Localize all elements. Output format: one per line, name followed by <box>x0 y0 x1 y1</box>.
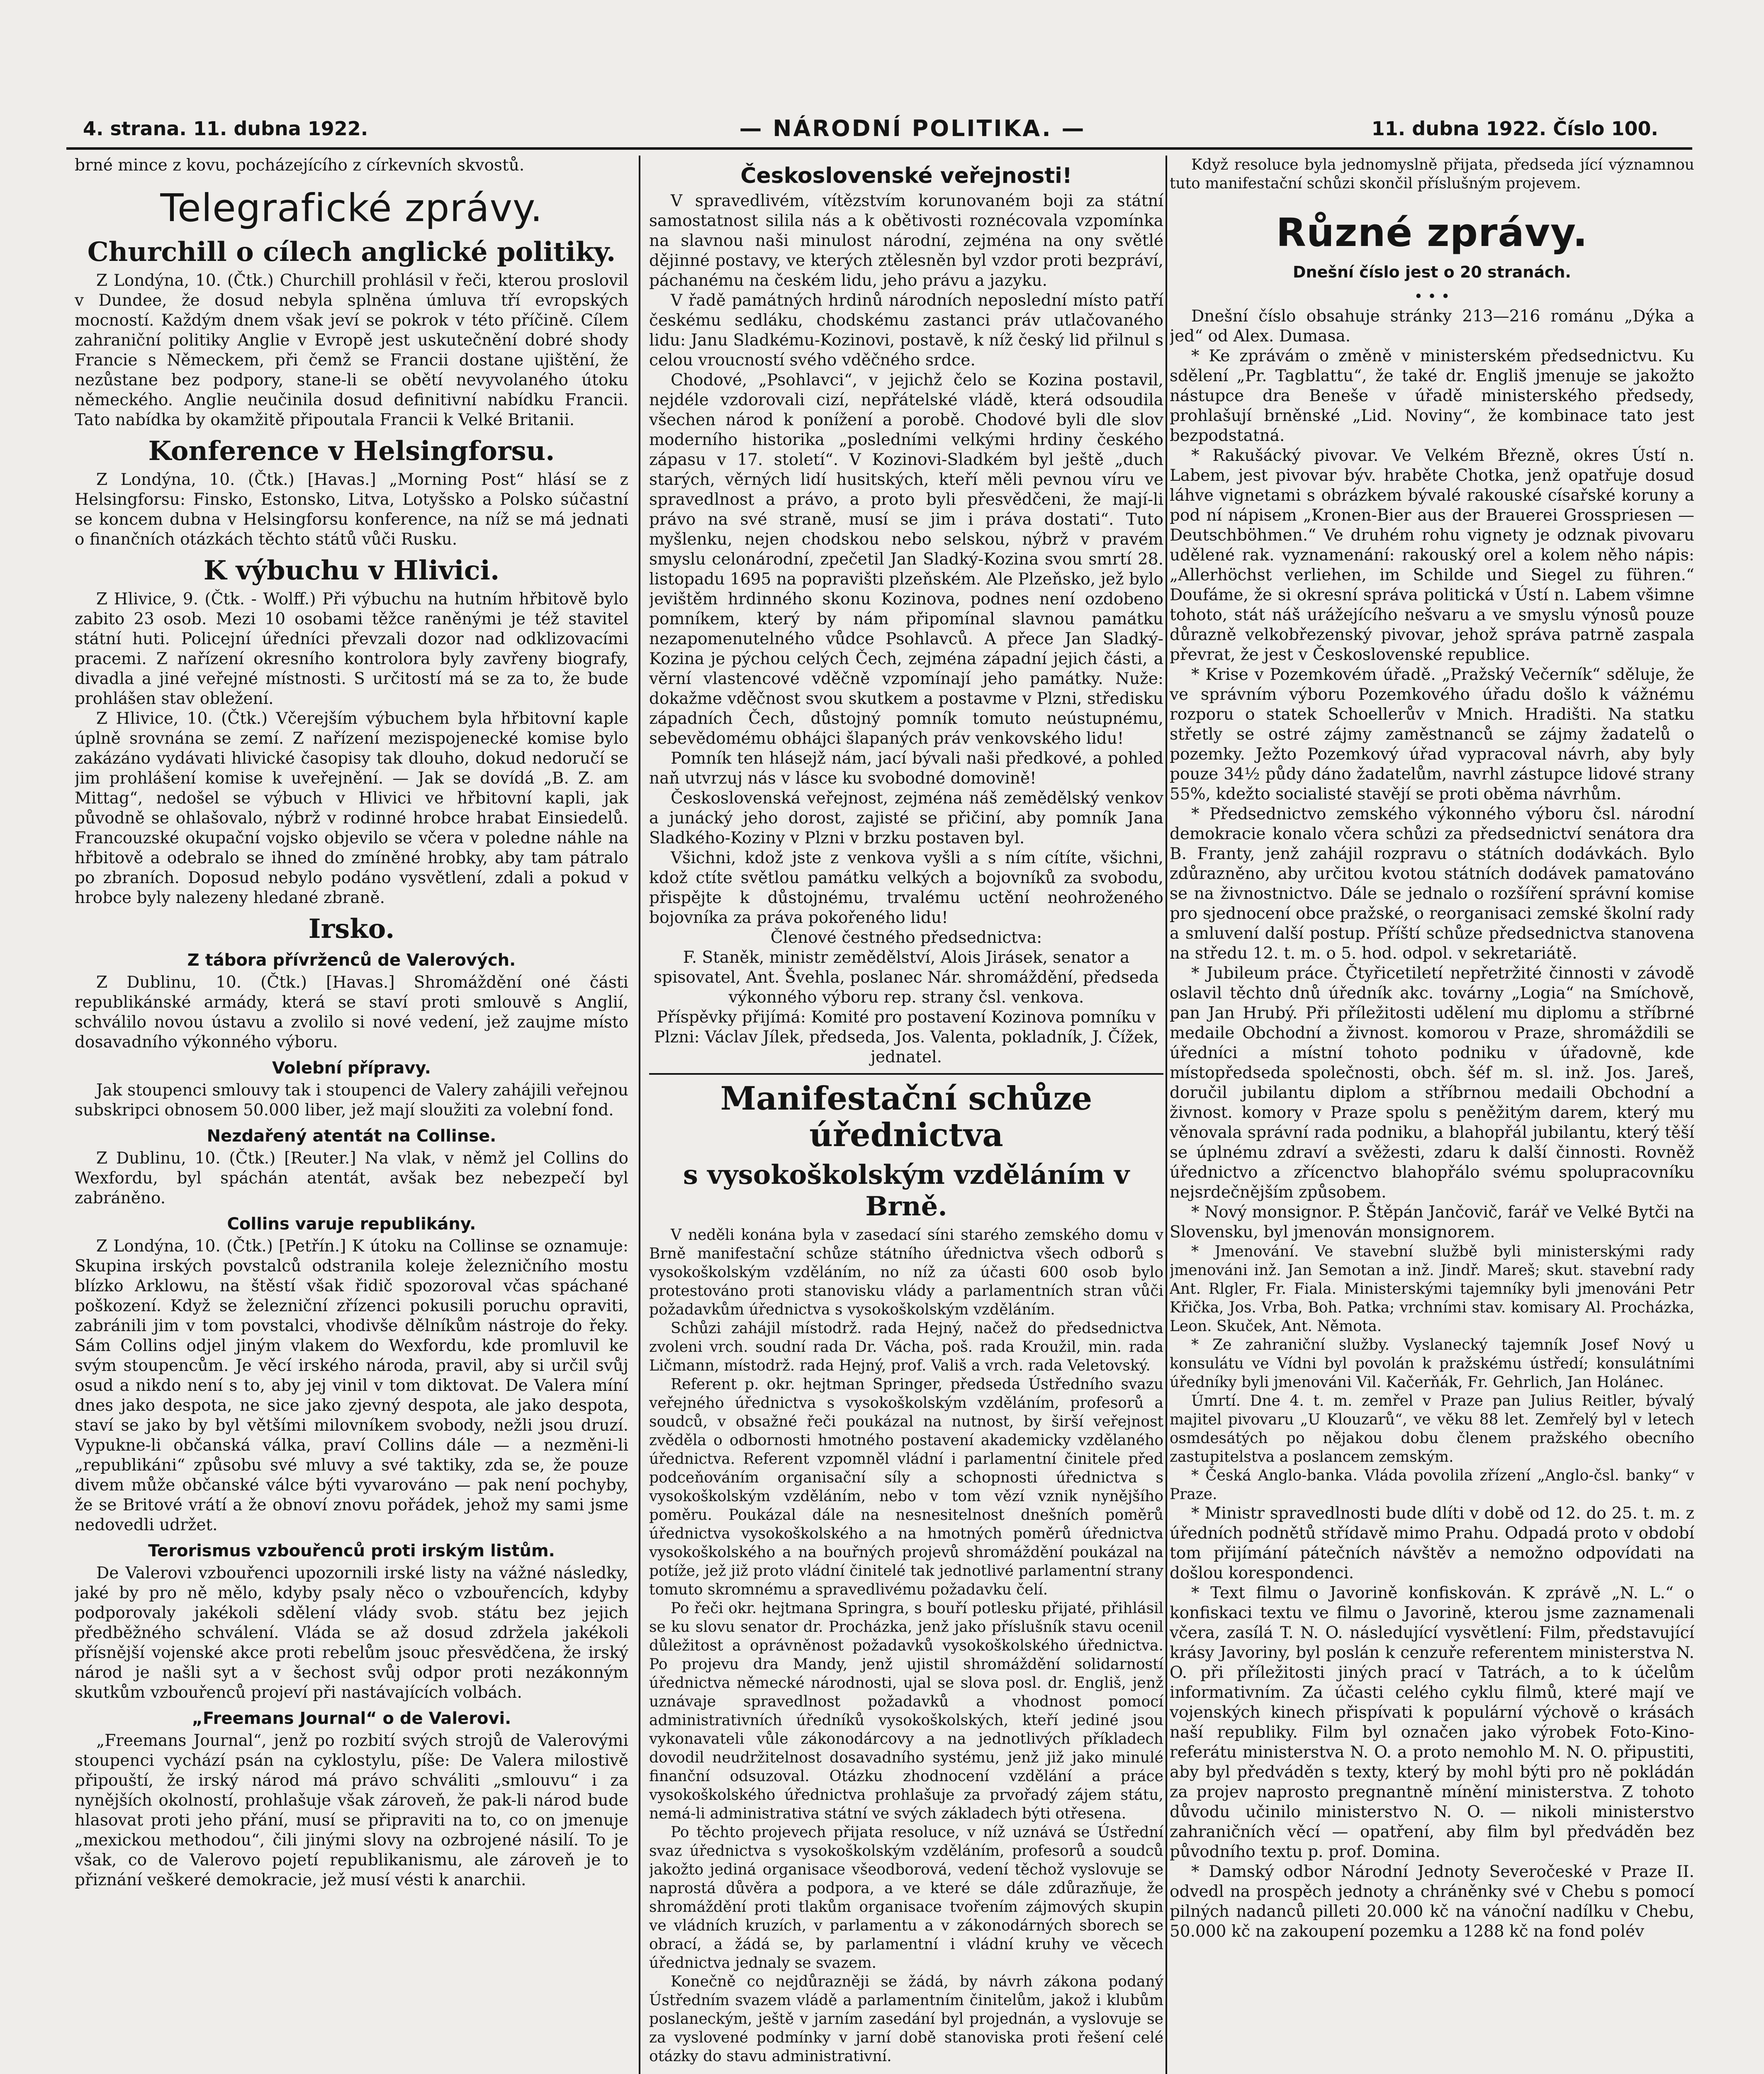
article-subtitle-manifestacni: s vysokoškolským vzděláním v Brně. <box>683 1159 1130 1222</box>
appeal-body: Všichni, kdož jste z venkova vyšli a s ním cítíte, všichni, kdož ctíte světlou památku velkých a bojovníků za svobodu, přispějte k důstojnému, trvalému uctění neohroženého bojovníka za práva pokořeného lidu! <box>649 849 1163 927</box>
subheading: „Freemans Journal“ o de Valerovi. <box>192 1709 511 1728</box>
column-divider-2 <box>1165 156 1167 2074</box>
committee-members: F. Staněk, ministr zemědělství, Alois Jirásek, senator a spisovatel, Ant. Švehla, poslanec Nár. shromáždění, předseda výkonného výboru rep. strany čsl. venkova. <box>653 948 1159 1007</box>
news-item: * Krise v Pozemkovém úřadě. „Pražský Večerník“ sděluje, že ve správním výboru Pozemkového úřadu došlo k vážnému rozporu o statek Schoellerův v Mnich. Hradišti. Na statku střetly se ostré zájmy zaměstnanců se zájmy žadatelů o pozemky. Ježto Pozemkový úřad vypracoval návrh, aby byly pouze 34½ půdy dáno žadatelům, navrhl zástupce lidové strany 55%, kdežto socialisté stavějí se proti oběma návrhům. <box>1170 665 1694 803</box>
article-body: Po těchto projevech přijata resoluce, v níž uznává se Ústřední svaz úřednictva s vysokoškolským vzděláním, profesorů a soudců jakožto jediná organisace všeodborová, vedení těchož vyslovuje se naprostá důvěra a podpora, a ve které se dále zdůrazňuje, že shromáždění proti tlakům organisace tvořením zájmových skupin ve vládních kruzích, v parlamentu a v zákonodárných sborech se obrací, a žádá se, by parlamentní i vládní kruhy ve věcech úřednictva jednaly se svazem. <box>649 1824 1163 1972</box>
news-item: * Ze zahraniční služby. Vyslanecký tajemník Josef Nový u konsulátu ve Vídni byl povolán k pražskému ústředí; konsulátními úředníky byli jmenováni Vil. Kačerňák, Fr. Gehrlich, Jan Holánec. <box>1170 1336 1694 1391</box>
article-body: „Freemans Journal“, jenž po rozbití svých strojů de Valerovými stoupenci vychází psán na cyklostylu, píše: De Valera milostivě připouští, že irský národ má právo schváliti „smlouvu“ i za nynějších okolností, prohlašuje však zároveň, že pak-li národ bude hlasovat proti jeho přání, musí se připraviti na to, co on jmenuje „mexickou methodou“, čili jinými slovy na ozbrojené násilí. To je však, co de Valerovo pojetí republikanismu, ale zároveň je to přiznání veškeré demokracie, jež musí vésti k anarchii. <box>75 1731 628 1889</box>
news-item: * Rakušácký pivovar. Ve Velkém Březně, okres Ústí n. Labem, jest pivovar býv. hraběte Chotka, jenž opatřuje dosud láhve vignetami s obrázkem bývalé rakouské císařské koruny a pod ní nápisem „Kronen-Bier aus der Brauerei Grosspriesen — Deutschböhmen.“ Ve druhém rohu vignety je odznak pivovaru udělené rak. vyznamenání: rakouský orel a kolem něho nápis: „Allerhöchst verliehen, im Schilde und Siegel zu führen.“ Doufáme, že si okresní správa politická v Ústí n. Labem všimne tohoto, stát náš urážejícího nešvaru a ve smyslu výnosů pouze důrazně velkobřezenský pivovar, jehož správa patrně zaspala převrat, že jest v Československé republice. <box>1170 446 1694 664</box>
news-item: * Předsednictvo zemského výkonného výboru čsl. národní demokracie konalo včera schůzi za předsednictví senátora dra B. Franty, jenž zahájil rozpravu o státních dodávkách. Bylo zdůrazněno, aby určitou kvotou státních dodávek pamatováno se na živnostnictvo. Dále se jednalo o rozšíření správní komise pro sjednocení obce pražské, o reorganisaci zemské školní rady a smluvení další postup. Příští schůze předsednictva stanovena na středu 12. t. m. o 5. hod. odpol. v sekretariátě. <box>1170 805 1694 963</box>
article-body: Jak stoupenci smlouvy tak i stoupenci de Valery zahájili veřejnou subskripci obnosem 50.000 liber, jež mají sloužiti za volební fond. <box>75 1081 628 1120</box>
contributions-note: Příspěvky přijímá: Komité pro postavení Kozinova pomníku v Plzni: Václav Jílek, předseda, Jos. Valenta, pokladník, J. Čížek, jednatel. <box>654 1008 1159 1066</box>
article-title-irsko: Irsko. <box>308 913 395 944</box>
article-body: Referent p. okr. hejtman Springer, předseda Ústředního svazu veřejného úřednictva s vysokoškolským vzděláním, profesorů a soudců, v obsažné řeči poukázal na nutnost, by širší veřejnost zvěděla o odbornosti hmotného postavení akademicky vzdělaného úřednictva. Referent vzpomněl vládní i parlamentní činitele před podceňováním organisační síly a schopnosti úřednictva s vysokoškolským vzděláním, nebo v tom vězí vznik nynějšího poměru. Poukázal dále na nesnesitelnost dnešních poměrů úřednictva vysokoškolského a na hmotných poměrů úřednictva vysokoškolského a na bouřných projevů shromáždění poukázal na potíže, jež již proto vládní činitelé tak jednotlivé parlamentní strany tomuto skromnému a spravedlivému požadavku čelí. <box>649 1376 1163 1598</box>
column-2 <box>649 156 1163 2074</box>
subheading: Nezdařený atentát na Collinse. <box>207 1127 496 1146</box>
appeal-body: Chodové, „Psohlavci“, v jejichž čelo se Kozina postavil, nejdéle vzdorovali cizí, nepřátelské vládě, která odsoudila všechen národ k ponížení a porobě. Chodové byli dle slov moderního historika „posledními velkými hrdiny českého zápasu v 17. století“. V Kozinovi-Sladkém byl ještě „duch starých, věrných lidí husitských, kteří měli pevnou víru ve spravedlnost a právo, a proto byli přesvědčeni, že mají-li právo na své straně, musí se jim i práva dostati“. Tuto myšlenku, nejen chodskou nebo selskou, nýbrž v pravém smyslu celonárodní, zpečetil Jan Sladký-Kozina svou smrtí 28. listopadu 1695 na popravišti plzeňském. Ale Plzeňsko, jež bylo jevištěm hrdinného skonu Kozinova, podnes není ozdobeno pomníkem, který by nám připomínal slavnou památku nezapomenutelného vůdce Psohlavců. A přece Jan Sladký-Kozina je pýchou celých Čech, zejména západní jejich části, a věrní vlastencové vděčně vzpomínají jeho památky. Nuže: dokažme vděčnost svou skutkem a postavme v Plzni, středisku západních Čech, důstojný pomník tomuto neústupnému, sebevědomému obhájci šlapaných práv venkovského lidu! <box>649 371 1163 748</box>
appeal-body: Československá veřejnost, zejména náš zemědělský venkov a junácký jeho dorost, zajisté se přičiní, aby pomník Jana Sladkého-Koziny v Plzni v brzku postaven byl. <box>649 789 1163 847</box>
appeal-body: V spravedlivém, vítězstvím korunovaném boji za státní samostatnost silila nás a k obětivosti roznécovala vzpomínka na slavnou naši minulost národní, zejména na ony světlé dějinné postavy, ve kterých ztělesněn byl vzdor proti bezpráví, páchanému na českém lidu, jeho právu a jazyku. <box>649 192 1163 290</box>
masthead-title: — NÁRODNÍ POLITIKA. — <box>739 115 1086 141</box>
article-body: Z Londýna, 10. (Čtk.) Churchill prohlásil v řeči, kterou proslovil v Dundee, že dosud nebyla splněna úmluva tří evropských mocností. Každým dnem však jeví se pokrok v této příčině. Cílem zahraniční politiky Anglie v Evropě jest uskutečnění dobré shody Francie s Německem, při čemž se Francii dostane ujištění, že nezůstane bez podpory, stane-li se obětí nevyvolaného útoku německého. Anglie neučinila dosud definitivní nabídku Francii. Tato nabídka by okamžitě připoutala Francii k Velké Britanii. <box>75 271 628 429</box>
article-body: Z Londýna, 10. (Čtk.) [Havas.] „Morning Post“ hlásí se z Helsingforsu: Finsko, Estonsko, Litva, Lotyšsko a Polsko súčastní se koncem dubna v Helsingforsu konference, na níž se má jednati o finančních otázkách těchto států vůči Rusku. <box>75 470 628 549</box>
section-title-ruzne: Různé zprávy. <box>1276 210 1588 256</box>
article-body: Z Hlivice, 9. (Čtk. - Wolff.) Při výbuchu na hutním hřbitově bylo zabito 23 osob. Mezi 10 osobami těžce raněnými je též stavitel státní huti. Policejní úředníci převzali dozor nad odklizovacími pracemi. Z nařízení okresního kontrolora byly zavřeny biografy, divadla a jiné veřejné místnosti. S určitostí má se za to, že bude prohlášen stav obležení. <box>75 590 628 708</box>
article-body: Schůzi zahájil místodrž. rada Hejný, načež do předsednictva zvoleni vrch. soudní rada Dr. Vácha, poš. rada Kroužil, min. rada Ličmann, místodrž. rada Hejný, prof. Vališ a vrch. rada Veletovský. <box>649 1320 1163 1374</box>
article-body: De Valerovi vzbouřenci upozornili irské listy na vážné následky, jaké by pro ně mělo, kdyby psaly něco o vzbouřencích, kdyby podporovaly jakékoli sdělení vlády svob. státu bez jejich předběžného schválení. Vláda se až dosud zdržela jakékoli přísnější vojenské akce proti rebelům jsouc přesvědčena, že irský národ je našli syt a v šechost svůj odpor proti nezákonným skutkům vzbouřenců projeví při nastávajících volbách. <box>75 1564 628 1702</box>
article-body: Z Dublinu, 10. (Čtk.) [Havas.] Shromáždění oné části republikánské armády, která se staví proti smlouvě s Anglií, schválilo novou ústavu a zvolilo si nové vedení, jež zaujme místo dosavadního výkonného výboru. <box>75 973 628 1052</box>
article-title-helsingfors: Konference v Helsingforsu. <box>148 436 555 467</box>
lead-paragraph: Když resoluce byla jednomyslně přijata, předseda jící významnou tuto manifestační schůzi skončil příslušným projevem. <box>1170 156 1694 192</box>
news-item: * Jubileum práce. Čtyřicetiletí nepřetržité činnosti v závodě oslavil těchto dnů úředník akc. továrny „Logia“ na Smíchově, pan Jan Hrubý. Při příležitosti udělení mu diplomu a stříbrné medaile Obchodní a živnost. komorou v Praze, shromáždili se úředníci a místní tohoto podniku v úřadovně, kde místopředseda společnosti, obch. šéf m. sl. inž. Jos. Jareš, doručil jubilantu diplom a stříbrnou medaili Obchodní a živnost. komory v Praze spolu s peněžitým darem, který mu věnovala správní rada podniku, a blahopřál jubilantu, který těší se úplnému zdraví a svěžesti, zdaru k další činnosti. Rovněž úřednictvo a zřícenctvo blahopřálo svému spolupracovníku nejsrdečnějším způsobem. <box>1170 964 1694 1202</box>
ornament-dots: • • • <box>1414 288 1450 305</box>
subheading: Z tábora přívrženců de Valerových. <box>187 951 516 970</box>
subheading: Terorismus vzbouřenců proti irským listům. <box>148 1541 555 1560</box>
article-title-manifestacni: Manifestační schůze úřednictva <box>720 1080 1092 1154</box>
news-item: * Damský odbor Národní Jednoty Severočeské v Praze II. odvedl na prospěch jednoty a chráněnky své v Chebu s pomocí pilných nadanců pilleti 20.000 kč na vánoční nadílku v Chebu, 50.000 kč na zakoupení pozemku a 1288 kč na fond polév <box>1170 1862 1694 1941</box>
news-item: * Text filmu o Javorině konfiskován. K zprávě „N. L.“ o konfiskaci textu ve filmu o Javorině, kterou jsme zaznamenali včera, zasílá T. N. O. následující vysvětlení: Film, představující krásy Javoriny, byl poslán k cenzuře referentem ministerstva N. O. při příležitosti jiných prací v Tatrách, a to k účelům informativním. Za účasti celého cyklu filmů, které mají ve vojenských kinech přispívati k populární výchově o krásách naší republiky. Film byl označen jako výrobek Foto-Kino-referátu ministerstva N. O. a proto nemohlo M. N. O. připustiti, aby byl předváděn s texty, který by mohl býti pro ně pokládán za projev naprosto pregnantně mínění ministerstva. Z tohoto důvodu učinilo ministerstvo N. O. — nikoli ministerstvo zahraničních věcí — opatření, aby film byl předváděn bez původního textu p. prof. Domina. <box>1170 1584 1694 1861</box>
news-item: Dnešní číslo obsahuje stránky 213—216 románu „Dýka a jed“ od Alex. Dumasa. <box>1170 307 1694 346</box>
article-body: Konečně co nejdůrazněji se žádá, by návrh zákona podaný Ústředním svazem vládě a parlamentním činitelům, jakož i klubům poslaneckým, ještě v jarním zasedání byl projednán, a vyslovuje se za vyslovené podmínky v jarní době stanoviska proti řešení celé otázky do stavu administrativní. <box>649 1973 1163 2065</box>
article-title-hlivice: K výbuchu v Hlivici. <box>203 555 500 586</box>
subheading: Volební přípravy. <box>272 1059 431 1078</box>
article-body: Z Hlivice, 10. (Čtk.) Včerejším výbuchem byla hřbitovní kaple úplně srovnána se zemí. Z nařízení mezispojenecké komise bylo zakázáno vydávati hlivické časopisy tak dlouho, dokud nedoručí se jim prohlášení komise k uveřejnění. — Jak se dovídá „B. Z. am Mittag“, nedošel se výbuch v Hlivici ve hřbitovní kapli, jak původně se ohlašovalo, nýbrž v rodinné hrobce hrabat Einsiedelů. Francouzské okupační vojsko objevilo se včera v poledne náhle na hřbitově a odebralo se ihned do zmíněné hrobky, aby tam pátralo po zbraních. Doposud nebylo podáno vysvětlení, zdali a pokud v hrobce byly nalezeny hledané zbraně. <box>75 709 628 907</box>
news-item: * Jmenování. Ve stavební službě byli ministerskými rady jmenováni inž. Jan Semotan a inž. Jindř. Mareš; skut. stavební rady Ant. Rlgler, Fr. Fiala. Ministerskými tajemníky byli jmenováni Petr Křička, Jos. Vrba, Boh. Patka; vrchními stav. komisary Al. Procházka, Leon. Skuček, Ant. Němota. <box>1170 1243 1694 1335</box>
page-header-left: 4. strana. 11. dubna 1922. <box>83 117 368 140</box>
news-item: Úmrtí. Dne 4. t. m. zemřel v Praze pan Julius Reitler, bývalý majitel pivovaru „U Klouzarů“, ve věku 88 let. Zemřelý byl v letech osmdesátých po nějakou dobu členem pražského obecního zastupitelstva a poslancem zemským. <box>1170 1392 1694 1465</box>
column-3 <box>1170 156 1694 2074</box>
news-item: * Česká Anglo-banka. Vláda povolila zřízení „Anglo-čsl. banky“ v Praze. <box>1170 1467 1694 1503</box>
subheading: Collins varuje republikány. <box>227 1215 476 1234</box>
lead-paragraph: brné mince z kovu, pocházejícího z církevních skvostů. <box>75 156 525 175</box>
header-rule <box>66 147 1692 150</box>
news-item: * Ke zprávám o změně v ministerském předsednictvu. Ku sdělení „Pr. Tagblattu“, že také dr. Engliš jmenuje se jakožto nástupce dra Beneše v úřadě ministerského předsedy, prohlašují brněnské „Lid. Noviny“, že kombinace tato jest bezpodstatná. <box>1170 347 1694 445</box>
separator <box>649 1073 1163 1075</box>
article-body: Z Londýna, 10. (Čtk.) [Petřín.] K útoku na Collinse se oznamuje: Skupina irských povstalců odstranila koleje železničního mostu blízko Arklowu, na štěstí však řidič spozoroval včas spáchané poškození. Když se železniční zřízenci pokusili poruchu opraviti, zabránili jim v tom povstalci, vhodivše dělníkům nástroje do řeky. Sám Collins odjel jiným vlakem do Wexfordu, kde promluvil ke svým stoupencům. Je věcí irského národa, pravil, aby si určil svůj osud a nikdo není s to, aby jej vinil v tom diktovat. De Valera míní dnes jako despota, ne sice jako zjevný despota, ale jako despota, staví se jako by byl většími milovníkem svobody, nežli jsou druzí. Vypukne-li občanská válka, praví Collins dále — a nezměni-li „republikáni“ způsobu své mluvy a své taktiky, zda se, že pouze divem může občanské válce býti vyvarováno — pak není pochyby, že se Britové vrátí a že obnoví znovu pořádek, jehož my sami jsme nedovedli udržet. <box>75 1237 628 1534</box>
news-item: * Ministr spravedlnosti bude dlíti v době od 12. do 25. t. m. z úředních podnětů střídavě mimo Prahu. Odpadá proto v období tom přijímání pátečních návštěv a nemožno odpovídati na došlou korespondenci. <box>1170 1504 1694 1582</box>
news-item: * Nový monsignor. P. Štěpán Jančovič, farář ve Velké Bytči na Slovensku, byl jmenován monsignorem. <box>1170 1203 1694 1241</box>
article-title-churchill: Churchill o cílech anglické politiky. <box>87 236 616 268</box>
column-1 <box>75 156 628 2074</box>
appeal-body: Pomník ten hlásejž nám, jací bývali naši předkové, a pohled naň utvrzuj nás v lásce ku svobodné domovině! <box>649 749 1163 788</box>
article-body: V neděli konána byla v zasedací síni starého zemského domu v Brně manifestační schůze státního úřednictva všech odborů s vysokoškolským vzděláním, no níž za účasti 600 osob bylo protestováno proti stanovisku vlády a parlamentních stran vůči požadavkům úřednictva s vysokoškolským vzděláním. <box>649 1227 1163 1318</box>
article-body: Z Dublinu, 10. (Čtk.) [Reuter.] Na vlak, v němž jel Collins do Wexfordu, byl spáchán atentát, avšak bez nebezpečí byl zabráněno. <box>75 1149 628 1207</box>
section-title-telegrafy: Telegrafické zprávy. <box>160 186 543 230</box>
committee-heading: Členové čestného předsednictva: <box>770 928 1042 947</box>
page-header-right: 11. dubna 1922. Číslo 100. <box>1371 117 1658 140</box>
article-body: Po řeči okr. hejtmana Springra, s bouří potlesku přijaté, přihlásil se ku slovu senator dr. Procházka, jenž jako příslušník stavu ocenil důležitost a oprávněnost požadavků vysokoškolského úřednictva. Po projevu dra Mandy, jenž ujistil shromáždění solidarností úřednictva německé národnosti, ujal se slova posl. dr. Engliš, jenž uznávaje spravedlnost požadavků a vhodnost pomocí administrativních úředníků vysokoškolských, kteří jediné jsou vykonavateli vůle zákonodárcovy a na jednotlivých příkladech dovodil neudržitelnost dosavadního systému, jenž již jako minulé finanční odsuzoval. Otázku zhodnocení vzdělání a práce vysokoškolského úřednictva prohlašuje za prvořadý zájem státu, nemá-li administrativa státní ve svých základech býti otřesena. <box>649 1600 1163 1822</box>
column-divider-1 <box>639 156 640 2074</box>
appeal-title: Československé veřejnosti! <box>740 163 1072 188</box>
issue-note: Dnešní číslo jest o 20 stranách. <box>1293 263 1571 281</box>
appeal-body: V řadě památných hrdinů národních neposlední místo patří českému sedláku, chodskému zastanci práv utlačovaného lidu: Janu Sladkému-Kozinovi, postavě, k níž český lid přilnul s celou vroucností svého vděčného srdce. <box>649 291 1163 370</box>
